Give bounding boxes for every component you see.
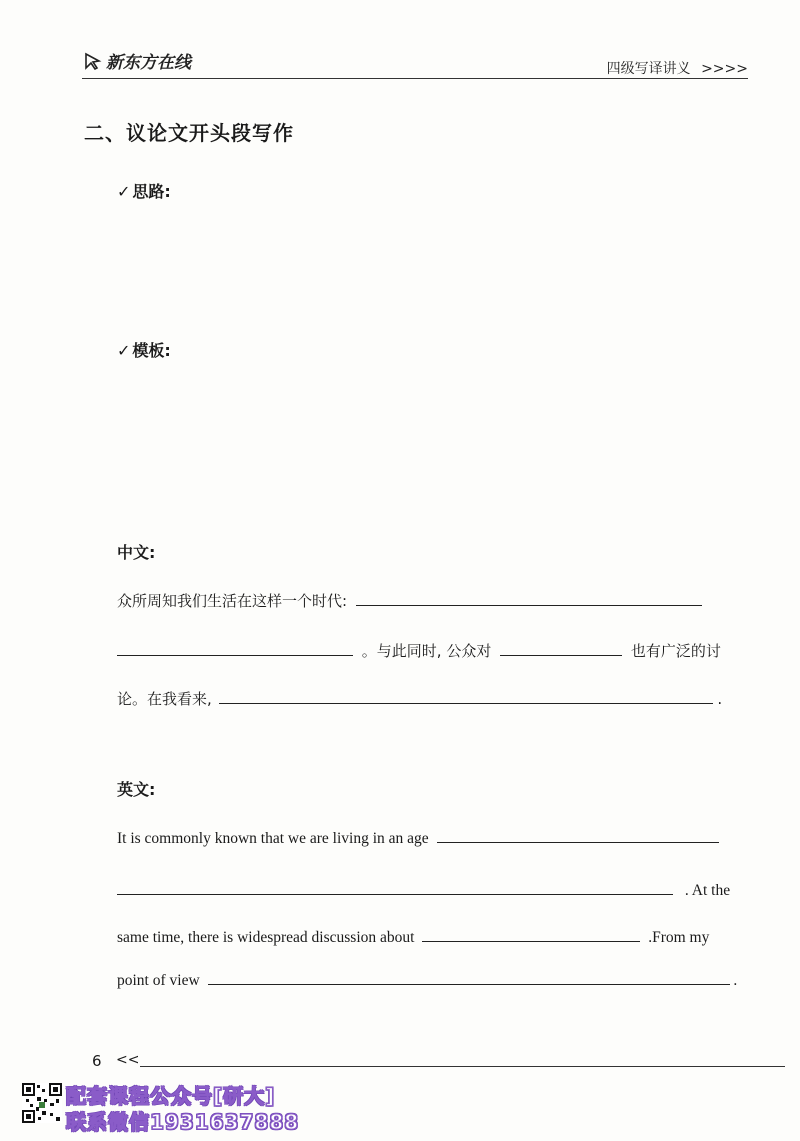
chinese-label: 中文: (117, 543, 156, 562)
chinese-line-1-text: 众所周知我们生活在这样一个时代: (117, 592, 348, 610)
header-title (607, 58, 748, 78)
section-title: 二、议论文开头段写作 (84, 121, 294, 145)
thinking-label: 思路: (132, 182, 171, 201)
thinking-heading (117, 179, 171, 202)
chinese-line-3 (117, 688, 722, 709)
english-line-3-end: .From my (648, 929, 710, 946)
promo-banner-line-2: 联系微信1931637888 (66, 1110, 300, 1134)
fill-blank[interactable] (422, 927, 640, 942)
template-heading (117, 338, 171, 361)
fill-blank[interactable] (117, 641, 353, 656)
page-number: 6 (92, 1052, 102, 1070)
footer-arrows: << (116, 1052, 140, 1068)
header-arrows: >>>> (701, 61, 748, 77)
qr-code-icon (22, 1083, 62, 1123)
chinese-line-2-mid: 。与此同时, 公众对 (361, 642, 492, 660)
english-line-1-text: It is commonly known that we are living in an age (117, 830, 429, 847)
logo-arrow-icon (84, 52, 102, 70)
footer-divider (140, 1066, 785, 1067)
template-label: 模板: (132, 341, 171, 360)
check-icon: ✓ (117, 182, 131, 201)
english-line-4-text: point of view (117, 972, 200, 989)
fill-blank[interactable] (219, 689, 713, 704)
chinese-line-2 (117, 640, 721, 661)
english-line-1 (117, 828, 719, 848)
english-line-3-text: same time, there is widespread discussion about (117, 929, 415, 946)
fill-blank[interactable] (117, 880, 673, 895)
fill-blank[interactable] (356, 591, 702, 606)
chinese-line-1 (117, 590, 702, 611)
promo-banner-line-1: 配套课程公众号[研大] (66, 1084, 276, 1108)
chinese-line-3-end: . (717, 690, 723, 708)
english-line-2-end: . At the (684, 882, 731, 899)
english-label: 英文: (117, 780, 156, 799)
chinese-line-2-end: 也有广泛的讨 (630, 642, 721, 660)
english-line-3 (117, 927, 709, 947)
fill-blank[interactable] (500, 641, 622, 656)
english-line-2 (117, 880, 730, 900)
logo-text: 新东方在线 (106, 53, 191, 73)
english-line-4 (117, 970, 737, 990)
header-divider (82, 78, 748, 79)
check-icon: ✓ (117, 341, 131, 360)
header-title-text: 四级写译讲义 (606, 61, 691, 77)
english-line-4-end: . (733, 972, 738, 989)
fill-blank[interactable] (208, 970, 730, 985)
chinese-line-3-text: 论。在我看来, (117, 690, 212, 708)
brand-logo (84, 48, 191, 73)
fill-blank[interactable] (437, 828, 719, 843)
